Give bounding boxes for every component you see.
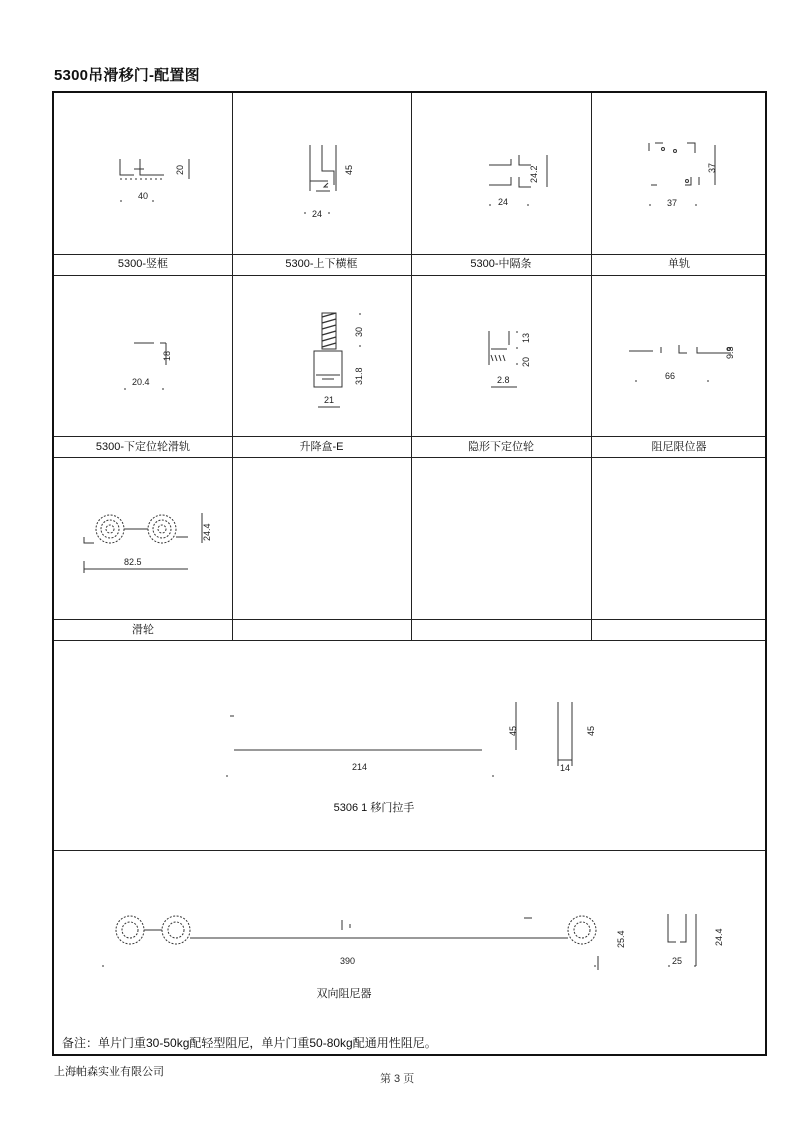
configuration-table	[52, 91, 767, 1056]
damper-caption: 双向阻尼器	[316, 988, 372, 1000]
dim-width: 24	[312, 209, 323, 219]
label-lift-box: 升降盒-E	[299, 441, 344, 453]
dim-height: 24.4	[202, 523, 212, 541]
dim-top: 13	[521, 332, 531, 343]
double-damper-drawing	[54, 850, 767, 1030]
handle-caption: 5306 1 移门拉手	[333, 802, 415, 814]
divider	[54, 436, 765, 437]
middle-divider-drawing	[411, 93, 591, 254]
divider	[54, 619, 765, 620]
dim-height: 45	[344, 164, 354, 175]
dim-width: 20.4	[132, 377, 150, 387]
damper-stopper-drawing	[591, 275, 767, 436]
damper-height: 25.4	[616, 930, 626, 948]
dim-height: 20	[175, 164, 185, 175]
dim-box-height: 31.8	[354, 367, 364, 385]
dim-height: 37	[707, 162, 717, 173]
dim-width: 2.8	[497, 375, 510, 385]
lift-box-drawing	[232, 275, 411, 436]
dim-width: 66	[665, 371, 676, 381]
hidden-guide-wheel-drawing	[411, 275, 591, 436]
single-track-drawing	[591, 93, 767, 254]
dim-height: 18	[162, 350, 172, 361]
handle-side-height: 45	[586, 725, 596, 736]
damper-length: 390	[340, 956, 356, 966]
handle-depth: 14	[560, 763, 571, 773]
lower-guide-rail-drawing	[54, 275, 232, 436]
dim-box-width: 21	[324, 395, 335, 405]
label-damper-stopper: 阻尼限位器	[651, 441, 707, 453]
dim-width: 24	[498, 197, 509, 207]
door-handle-drawing	[54, 640, 767, 850]
pulley-drawing	[54, 457, 232, 618]
dim-lift: 30	[354, 326, 364, 337]
handle-height: 45	[508, 725, 518, 736]
dim-height: 9.3	[725, 346, 735, 359]
label-single-track: 单轨	[668, 258, 690, 270]
page-title: 5300吊滑移门-配置图	[54, 67, 200, 84]
label-hidden-guide-wheel: 隐形下定位轮	[468, 441, 534, 453]
label-pulley: 滑轮	[132, 624, 154, 636]
dim-width: 40	[138, 191, 149, 201]
label-top-bottom-frame: 5300-上下横框	[285, 258, 358, 270]
label-vertical-frame: 5300-竖框	[117, 258, 169, 270]
vertical-frame-drawing	[54, 93, 232, 254]
damper-side-height: 24.4	[714, 928, 724, 946]
label-lower-guide-rail: 5300-下定位轮滑轨	[95, 441, 191, 453]
label-middle-divider: 5300-中隔条	[470, 258, 532, 270]
company-name: 上海帕森实业有限公司	[54, 1066, 164, 1078]
dim-height: 24.2	[529, 165, 539, 183]
top-bottom-frame-drawing	[232, 93, 411, 254]
dim-width: 37	[667, 198, 678, 208]
remark-text: 备注：单片门重30-50kg配轻型阻尼，单片门重50-80kg配通用性阻尼。	[62, 1036, 437, 1050]
page-number: 第 3 页	[380, 1073, 415, 1085]
handle-length: 214	[352, 762, 368, 772]
dim-width: 82.5	[124, 557, 142, 567]
damper-side-width: 25	[672, 956, 683, 966]
dim-height: 20	[521, 356, 531, 367]
